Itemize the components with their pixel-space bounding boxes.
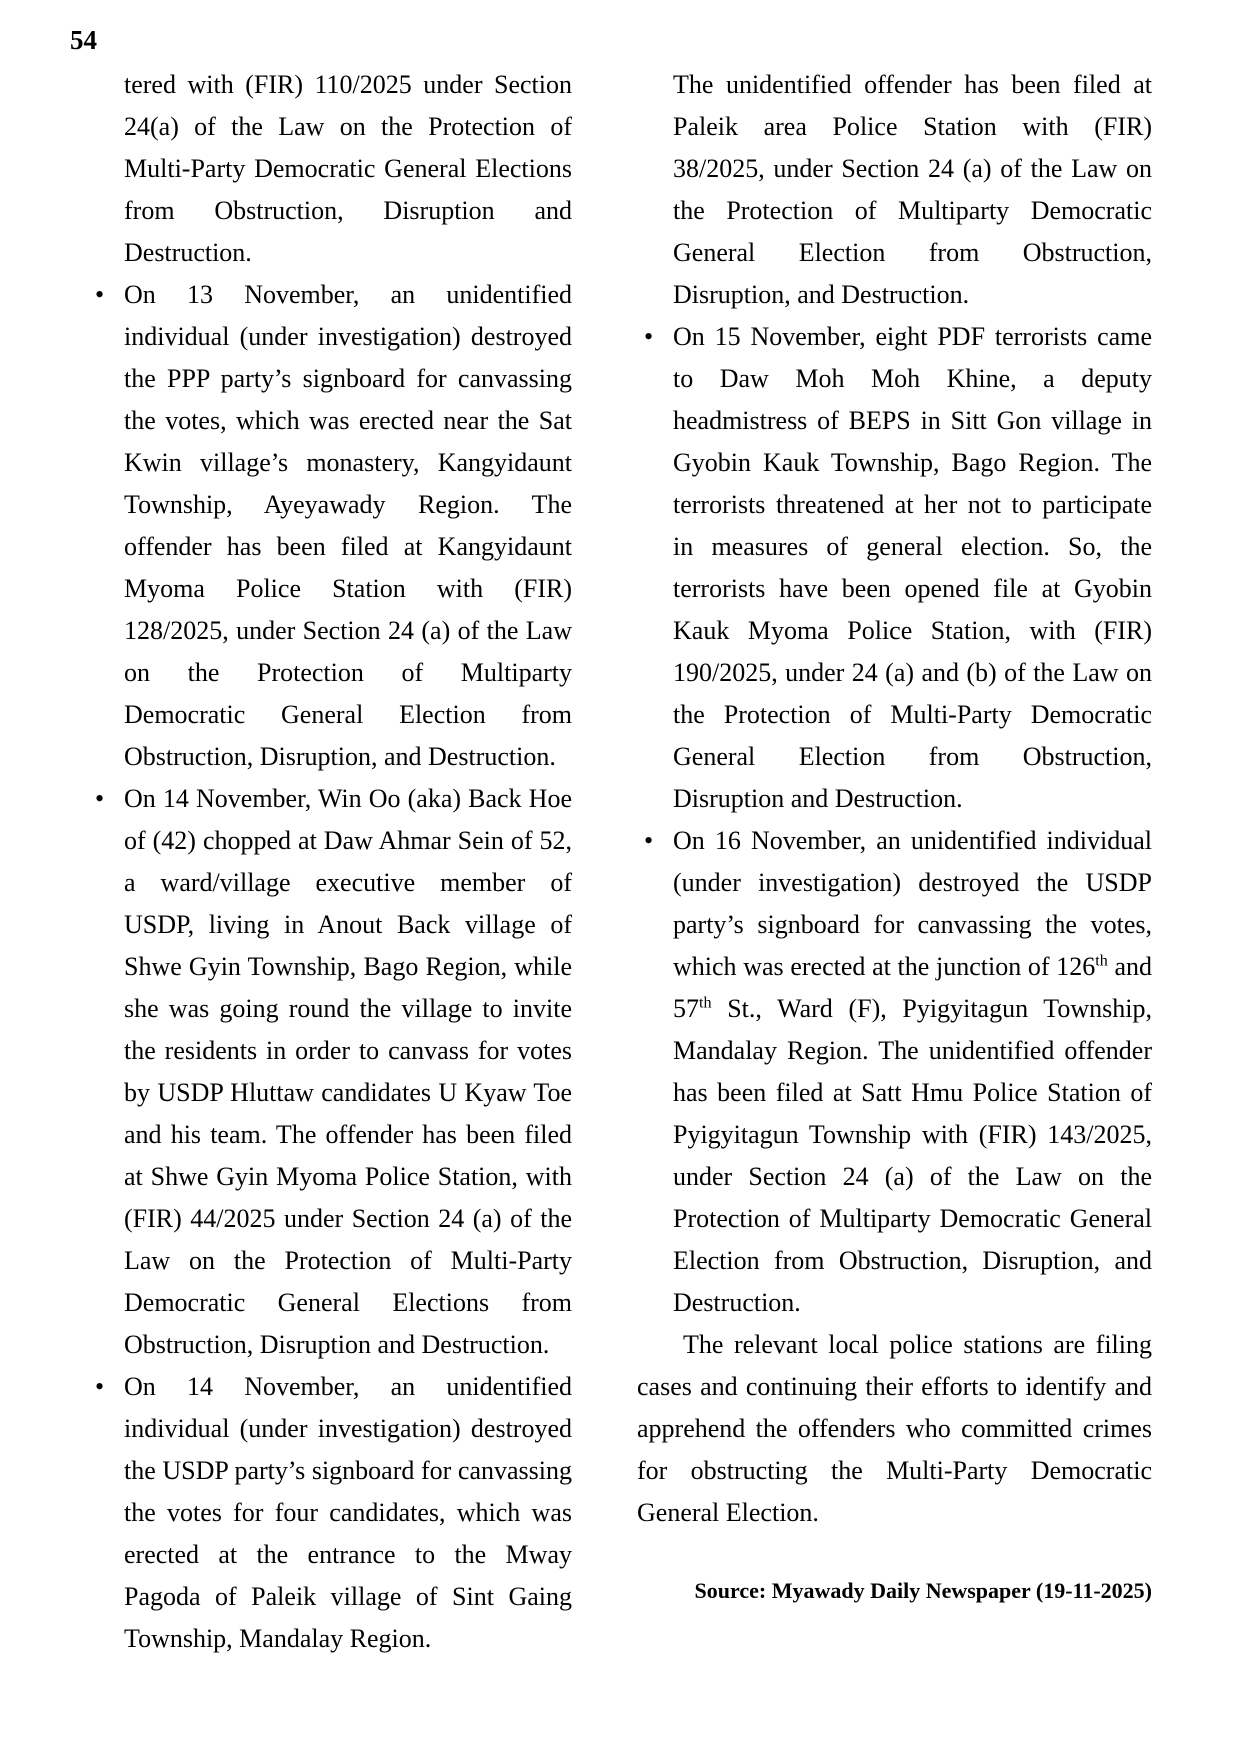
- bullet-icon: •: [95, 784, 105, 813]
- bullet-icon: •: [95, 1372, 105, 1401]
- closing-paragraph: The relevant local police stations are filing cases and continuing their efforts to identify and apprehend the offenders who committed crimes for obstructing the Multi-Party Democratic General Election.: [637, 1330, 1152, 1527]
- list-item-text-segment: On 16 November, an unidentified individual (under investigation) destroyed the USDP party’s signboard for canvassing the votes, which was erected at the junction of 126: [673, 826, 1152, 981]
- paragraph-continuation-right: The unidentified offender has been filed at Paleik area Police Station with (FIR) 38/2025, under Section 24 (a) of the Law on the Protection of Multiparty Democratic General Election from Obstruction, Disruption, and Destruction.: [673, 70, 1152, 309]
- page-number: 54: [70, 25, 97, 55]
- list-item-text: On 13 November, an unidentified individual (under investigation) destroyed the PPP party’s signboard for canvassing the votes, which was erected near the Sat Kwin village’s monastery, Kangyidaunt Township, Ayeyawady Region. The offender has been filed at Kangyidaunt Myoma Police Station with (FIR) 128/2025, under Section 24 (a) of the Law on the Protection of Multiparty Democratic General Election from Obstruction, Disruption, and Destruction.: [124, 280, 572, 771]
- list-item-text-segment: St., Ward (F), Pyigyitagun Township, Mandalay Region. The unidentified offender has been filed at Satt Hmu Police Station of Pyigyitagun Township with (FIR) 143/2025, under Section 24 (a) of the Law on the Protection of Multiparty Democratic General Election from Obstruction, Disruption, and Destruction.: [673, 994, 1152, 1317]
- list-item: [88, 778, 572, 1366]
- paragraph-continuation-left: tered with (FIR) 110/2025 under Section 24(a) of the Law on the Protection of Multi-Party Democratic General Elections from Obstruction, Disruption and Destruction.: [124, 70, 572, 267]
- list-item-text-segment: and 57: [673, 952, 1152, 1023]
- list-item-text: [673, 826, 1152, 1317]
- list-item-text: On 14 November, Win Oo (aka) Back Hoe of (42) chopped at Daw Ahmar Sein of 52, a ward/village executive member of USDP, living in Anout Back village of Shwe Gyin Township, Bago Region, while she was going round the village to invite the residents in order to canvass for votes by USDP Hluttaw candidates U Kyaw Toe and his team. The offender has been filed at Shwe Gyin Myoma Police Station, with (FIR) 44/2025 under Section 24 (a) of the Law on the Protection of Multi-Party Democratic General Elections from Obstruction, Disruption and Destruction.: [124, 784, 572, 1359]
- list-item-text: On 14 November, an unidentified individual (under investigation) destroyed the USDP party’s signboard for canvassing the votes for four candidates, which was erected at the entrance to the Mway Pagoda of Paleik village of Sint Gaing Township, Mandalay Region.: [124, 1372, 572, 1653]
- bullet-icon: •: [95, 280, 105, 309]
- bullet-icon: •: [644, 322, 654, 351]
- bullet-icon: •: [644, 826, 654, 855]
- right-column: [637, 64, 1152, 1660]
- ordinal-suffix: th: [1095, 952, 1108, 970]
- document-body: [88, 64, 1152, 1660]
- ordinal-suffix: th: [699, 994, 712, 1012]
- list-item-text: On 15 November, eight PDF terrorists came to Daw Moh Moh Khine, a deputy headmistress of BEPS in Sitt Gon village in Gyobin Kauk Township, Bago Region. The terrorists threatened at her not to participate in measures of general election. So, the terrorists have been opened file at Gyobin Kauk Myoma Police Station, with (FIR) 190/2025, under 24 (a) and (b) of the Law on the Protection of Multi-Party Democratic General Election from Obstruction, Disruption and Destruction.: [673, 322, 1152, 813]
- list-item: [88, 274, 572, 778]
- list-item: [88, 1366, 572, 1660]
- left-column: [88, 64, 572, 1660]
- source-attribution: Source: Myawady Daily Newspaper (19-11-2025): [694, 1578, 1152, 1603]
- list-item: [637, 316, 1152, 820]
- list-item: [637, 820, 1152, 1324]
